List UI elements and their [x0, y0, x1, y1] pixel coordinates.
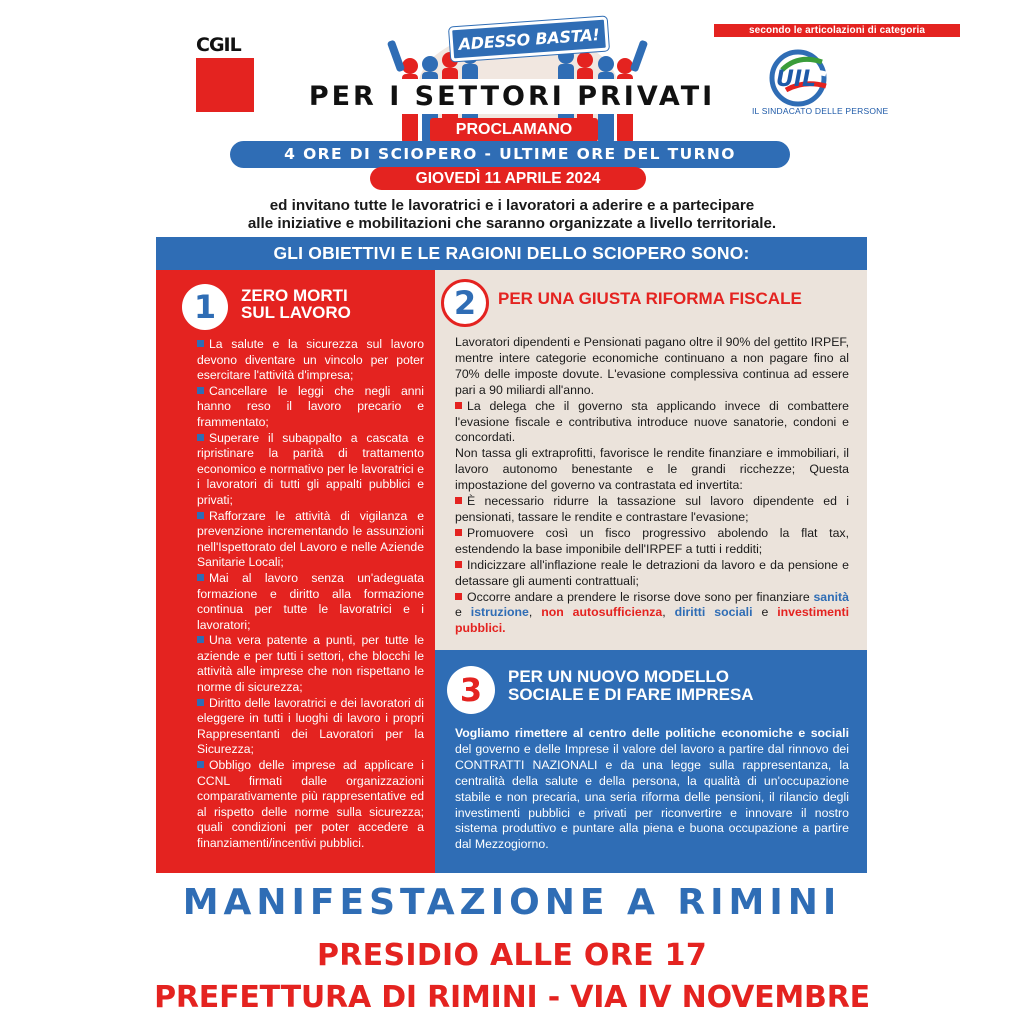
section-1-title-line-2: SUL LAVORO [241, 303, 351, 322]
list-item: Una vera patente a punti, per tutte le aziende e per tutti i settori, che blocchi le attività alle imprese che non rispettano le norme di sicurezza; [197, 633, 424, 695]
bullet-icon [197, 434, 204, 441]
list-item: La salute e la sicurezza sul lavoro devono diventare un vincolo per poter esercitare l'attività d'impresa; [197, 337, 424, 383]
section-2-non-tassa: Non tassa gli extraprofitti, favorisce le rendite finanziare e immobiliari, il lavoro autonomo benestante e le grandi ricchezze; Questa impostazione del governo va contrastata ed invertita: [455, 446, 849, 493]
section-3-number: 3 [447, 666, 495, 714]
section-1-title-line-1: ZERO MORTI [241, 286, 348, 305]
list-item: Superare il subappalto a cascata e ripristinare la parità di trattamento economico e normativo per le lavoratrici e i lavoratori di tutti gli appalti pubblici e privati; [197, 430, 424, 507]
section-3-title-line-2: SOCIALE E DI FARE IMPRESA [508, 684, 754, 704]
section-2-title: PER UNA GIUSTA RIFORMA FISCALE [498, 289, 802, 308]
section-3-body-rest: del governo e delle Imprese il valore del lavoro a partire dal rinnovo dei CONTRATTI NAZIONALI e da una legge sulla rappresentanza, la centralità della salute e della persona, la qualità di un'occupazione stabile e non precaria, una seria riforma delle pensioni, il rilancio degli investimenti pubblici e privati per riconvertire e innovare il nostro sistema produttivo e puntare alla piena e buona occupazione a partire dal Mezzogiorno. [455, 741, 849, 852]
proclamano-banner: PROCLAMANO [430, 118, 598, 142]
adesso-text: ADESSO [457, 29, 531, 54]
list-item: Rafforzare le attività di vigilanza e prevenzione incrementando le assunzioni nell'Ispettorato del Lavoro e nelle Aziende Sanitarie Locali; [197, 508, 424, 570]
section-3-body-bold: Vogliamo rimettere al centro delle politiche economiche e sociali [455, 726, 849, 740]
bullet-icon [455, 402, 462, 409]
bullet-icon [197, 574, 204, 581]
keyword-non-autosufficienza: non autosufficienza [541, 605, 663, 620]
list-item: La delega che il governo sta applicando invece di combattere l'evasione fiscale e contributiva introduce nuove sanatorie, condoni e concordati. [455, 398, 849, 445]
section-1-number: 1 [182, 284, 228, 330]
date-banner: GIOVEDÌ 11 APRILE 2024 [370, 167, 646, 190]
keyword-sanita: sanità [813, 589, 849, 604]
section-2-body [455, 335, 849, 637]
bullet-icon [455, 561, 462, 568]
invite-text [200, 197, 824, 233]
invite-line-2: alle iniziative e mobilitazioni che saranno organizzate a livello territoriale. [247, 215, 777, 232]
keyword-diritti-sociali: diritti sociali [674, 605, 753, 620]
bullet-icon [455, 497, 462, 504]
list-item: Obbligo delle imprese ad applicare i CCNL firmati dalle organizzazioni comparativamente più rappresentative ed al rispetto delle norme sulla sicurezza; quali condizioni per poter accedere a finanziamenti/incentivi pubblici. [197, 758, 424, 850]
list-item: Indicizzare all'inflazione reale le detrazioni da lavoro e da pensione e detassare gli aumenti contrattuali; [455, 557, 849, 588]
section-1-list [197, 337, 424, 852]
bullet-icon [197, 512, 204, 519]
sciopero-banner: 4 ORE DI SCIOPERO - ULTIME ORE DEL TURNO [230, 141, 790, 168]
bullet-icon [455, 593, 462, 600]
bullet-icon [197, 761, 204, 768]
list-item: Occorre andare a prendere le risorse dove sono per finanziare sanità e istruzione, non autosufficienza, diritti sociali e investimenti pubblici. [455, 589, 849, 636]
list-item: Cancellare le leggi che negli anni hanno reso il lavoro precario e frammentato; [197, 383, 424, 429]
bullet-icon [197, 340, 204, 347]
bullet-icon [197, 636, 204, 643]
secondo-badge: secondo le articolazioni di categoria [714, 24, 960, 37]
manifestazione-heading: MANIFESTAZIONE A RIMINI [182, 882, 842, 923]
page-title: PER I SETTORI PRIVATI [268, 79, 756, 114]
section-3-title-line-1: PER UN NUOVO MODELLO [508, 667, 730, 686]
keyword-investimenti: investimenti pubblici. [455, 605, 849, 636]
bullet-icon [197, 387, 204, 394]
cgil-logo-block [196, 58, 254, 112]
section-3-body [455, 726, 849, 853]
list-item: Promuovere così un fisco progressivo abolendo la flat tax, estendendo la base imponibile dell'IRPEF a tutti i redditi; [455, 525, 849, 556]
section-3-title [508, 668, 848, 703]
objectives-heading: GLI OBIETTIVI E LE RAGIONI DELLO SCIOPERO SONO: [156, 237, 867, 270]
section-1-title [241, 287, 421, 321]
list-item: Diritto delle lavoratrici e dei lavoratori di eleggere in tutti i luoghi di lavoro i propri Rappresentanti dei Lavoratori per la Sicurezza; [197, 695, 424, 757]
prefettura-line: PREFETTURA DI RIMINI - VIA IV NOVEMBRE [154, 980, 870, 1015]
list-item: Mai al lavoro senza un'adeguata formazione e diritto alla formazione continua per tutte le lavoratrici e i lavoratori; [197, 570, 424, 632]
invite-line-1: ed invitano tutte le lavoratrici e i lavoratori a aderire e a partecipare [269, 197, 755, 214]
section-2-intro: Lavoratori dipendenti e Pensionati pagano oltre il 90% del gettito IRPEF, mentre intere categorie economiche continuano a non pagare fino al 70% delle imposte dovute. L'evasione complessiva continua ad essere pari a 90 miliardi all'anno. [455, 335, 849, 397]
list-item: È necessario ridurre la tassazione sul lavoro dipendente ed i pensionati, tassare le rendite e contrastare l'evasione; [455, 494, 849, 524]
presidio-line: PRESIDIO ALLE ORE 17 [316, 938, 708, 973]
bullet-icon [197, 699, 204, 706]
section-2-number: 2 [441, 279, 489, 327]
cgil-logo-text: CGIL [196, 34, 241, 56]
bullet-icon [455, 529, 462, 536]
uil-caption: IL SINDACATO DELLE PERSONE [752, 106, 889, 116]
svg-text:UIL: UIL [776, 67, 817, 92]
basta-text: BASTA! [534, 24, 601, 49]
cgil-logo [196, 34, 254, 112]
keyword-istruzione: istruzione [470, 605, 529, 620]
